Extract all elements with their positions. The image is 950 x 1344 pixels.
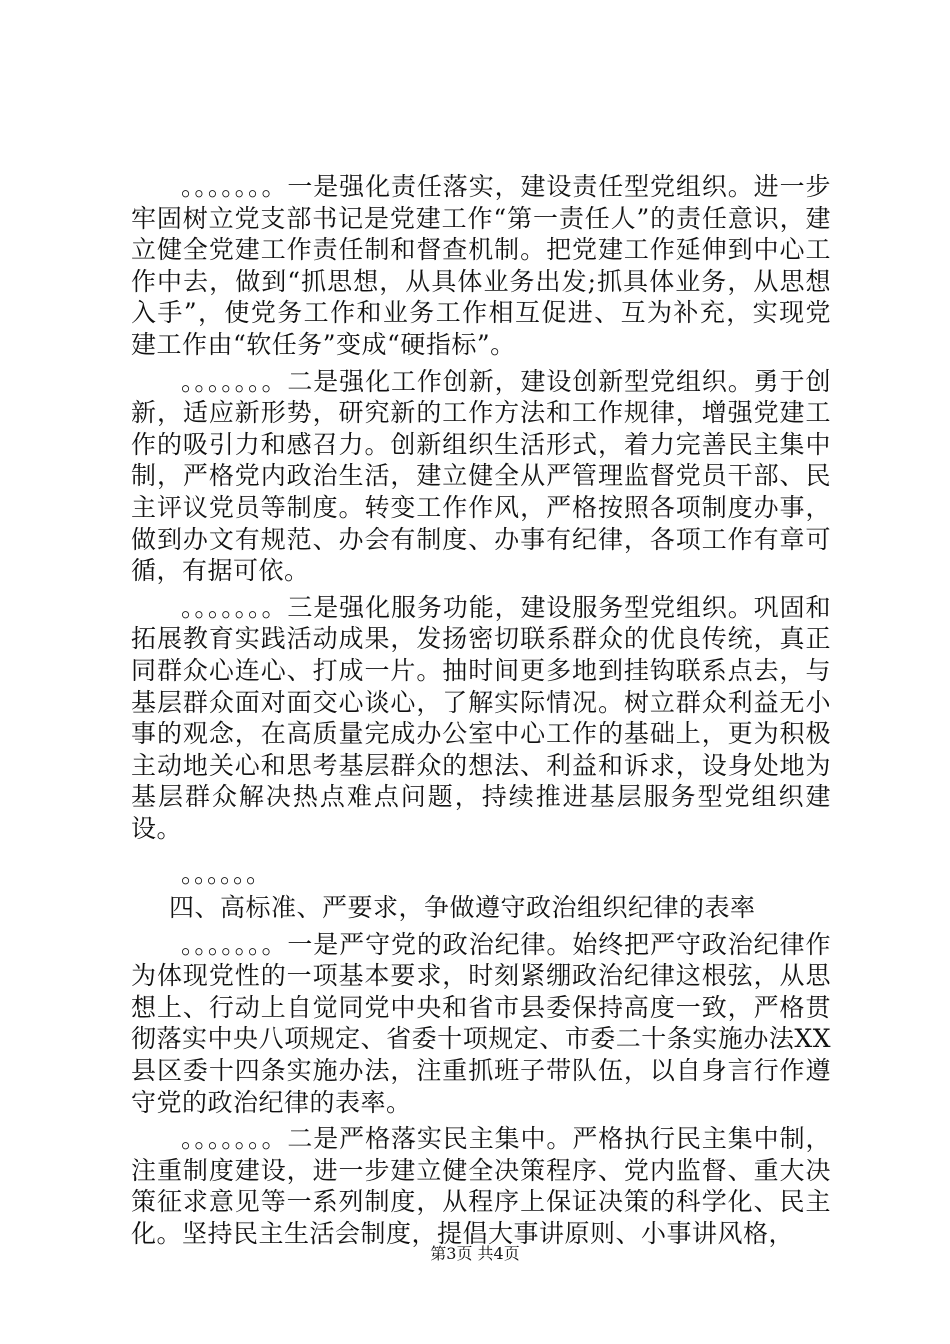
document-body [131,171,831,1255]
paragraph-separator-dots: 。。。。。。 [181,859,272,889]
paragraph-responsibility: 。。。。。。。一是强化责任落实，建设责任型党组织。进一步牢固树立党支部书记是党建工作“第一责任人”的责任意识，建立健全党建工作责任制和督查机制。把党建工作延伸到中心工作中去，做到“抓思想，从具体业务出发;抓具体业务，从思想入手”，使党务工作和业务工作相互促进、互为补充，实现党建工作由“软任务”变成“硬指标”。 [131,172,831,359]
page-number-footer: 第3页 共4页 [430,1244,520,1263]
paragraph-political-discipline: 。。。。。。。一是严守党的政治纪律。始终把严守政治纪律作为体现党性的一项基本要求，时刻紧绷政治纪律这根弦，从思想上、行动上自觉同党中央和省市县委保持高度一致，严格贯彻落实中央八项规定、省委十项规定、市委二十条实施办法XX县区委十四条实施办法，注重抓班子带队伍，以自身言行作遵守党的政治纪律的表率。 [131,929,831,1117]
paragraph-innovation: 。。。。。。。二是强化工作创新，建设创新型党组织。勇于创新，适应新形势，研究新的工作方法和工作规律，增强党建工作的吸引力和感召力。创新组织生活形式，着力完善民主集中制，严格党内政治生活，建立健全从严管理监督党员干部、民主评议党员等制度。转变工作作风，严格按照各项制度办事，做到办文有规范、办会有制度、办事有纪律，各项工作有章可循，有据可依。 [131,366,831,586]
section-heading-discipline: 四、高标准、严要求，争做遵守政治组织纪律的表率 [169,893,756,923]
paragraph-democratic-centralism: 。。。。。。。二是严格落实民主集中。严格执行民主集中制，注重制度建设，进一步建立健全决策程序、党内监督、重大决策征求意见等一系列制度，从程序上保证决策的科学化、民主化。坚持民主生活会制度，提倡大事讲原则、小事讲风格， [131,1124,831,1248]
paragraph-service: 。。。。。。。三是强化服务功能，建设服务型党组织。巩固和拓展教育实践活动成果，发扬密切联系群众的优良传统，真正同群众心连心、打成一片。抽时间更多地到挂钩联系点去，与基层群众面对面交心谈心，了解实际情况。树立群众利益无小事的观念，在高质量完成办公室中心工作的基础上，更为积极主动地关心和思考基层群众的想法、利益和诉求，设身处地为基层群众解决热点难点问题，持续推进基层服务型党组织建设。 [131,592,831,843]
